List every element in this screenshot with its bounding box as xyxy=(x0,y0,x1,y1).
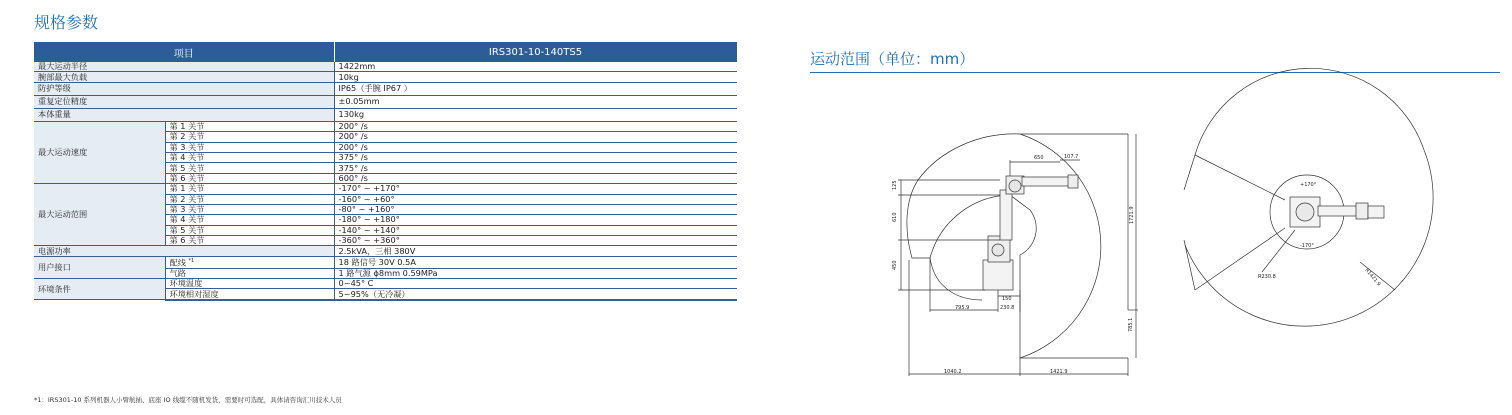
joint-label: 第 3 关节 xyxy=(165,142,334,152)
joint-value: -140° ~ +140° xyxy=(334,225,737,235)
dim-150: 150 xyxy=(1002,296,1012,302)
joint-value: 600° /s xyxy=(334,173,737,183)
joint-label: 第 2 关节 xyxy=(165,132,334,142)
joint-value: -80° ~ +160° xyxy=(334,204,737,214)
joint-value: -180° ~ +180° xyxy=(334,215,737,225)
dim-r1421: R1421.9 xyxy=(1363,267,1382,288)
dim-125: 125 xyxy=(892,180,898,190)
group-label: 用户接口 xyxy=(34,256,165,278)
row-label: 本体重量 xyxy=(34,108,334,121)
temp-value: 0~45° C xyxy=(334,278,737,288)
dim-107: 107.7 xyxy=(1064,154,1079,160)
row-label: 最大运动半径 xyxy=(34,62,334,72)
wiring-label-text: 配线 xyxy=(169,257,186,268)
joint-value: -170° ~ +170° xyxy=(334,184,737,194)
top-view-drawing xyxy=(1184,68,1433,326)
side-view-drawing xyxy=(898,134,1138,376)
footnote: *1：IRS301-10 系列机器人小臂航插、底座 IO 线缆不随机发货，需要时可选配，具体请咨询汇川技术人员 xyxy=(34,396,342,404)
joint-label: 第 1 关节 xyxy=(165,184,334,194)
group-label: 最大运动范围 xyxy=(34,184,165,246)
header-item: 项目 xyxy=(34,42,334,62)
joint-value: 375° /s xyxy=(334,163,737,173)
wiring-note: *1 xyxy=(188,257,195,264)
row-value: ±0.05mm xyxy=(334,95,737,108)
group-label: 最大运动速度 xyxy=(34,121,165,183)
joint-value: 200° /s xyxy=(334,121,737,131)
dim-450: 450 xyxy=(892,260,898,270)
joint-label: 第 4 关节 xyxy=(165,152,334,162)
joint-label: 第 4 关节 xyxy=(165,215,334,225)
group-label: 环境条件 xyxy=(34,278,165,299)
dim-1721: 1721.9 xyxy=(1129,206,1135,224)
motion-title: 运动范围（单位：mm） xyxy=(810,50,975,68)
row-value: IP65（手腕 IP67 ） xyxy=(334,82,737,95)
dim-785: 785.1 xyxy=(1128,317,1134,332)
wiring-value: 18 路信号 30V 0.5A xyxy=(334,256,737,268)
dim-795: 795.9 xyxy=(955,305,970,311)
joint-label: 第 6 关节 xyxy=(165,236,334,246)
row-label: 重复定位精度 xyxy=(34,95,334,108)
joint-label: 第 6 关节 xyxy=(165,173,334,183)
dim-minus170: -170° xyxy=(1300,243,1314,249)
spec-title: 规格参数 xyxy=(34,13,99,32)
dim-610: 610 xyxy=(892,212,898,222)
row-label: 电源功率 xyxy=(34,246,334,256)
air-label: 气路 xyxy=(165,268,334,278)
dim-1040: 1040.2 xyxy=(944,369,962,375)
joint-value: 200° /s xyxy=(334,142,737,152)
air-value: 1 路气源 ϕ8mm 0.59MPa xyxy=(334,268,737,278)
joint-label: 第 5 关节 xyxy=(165,163,334,173)
row-value: 2.5kVA，三相 380V xyxy=(334,246,737,256)
joint-value: -360° ~ +360° xyxy=(334,236,737,246)
row-label: 腕部最大负载 xyxy=(34,72,334,82)
joint-label: 第 3 关节 xyxy=(165,204,334,214)
temp-label: 环境温度 xyxy=(165,278,334,288)
joint-label: 第 2 关节 xyxy=(165,194,334,204)
joint-value: -160° ~ +60° xyxy=(334,194,737,204)
row-label: 防护等级 xyxy=(34,82,334,95)
joint-value: 375° /s xyxy=(334,152,737,162)
dim-r230: R230.8 xyxy=(1258,274,1276,280)
dim-650: 650 xyxy=(1034,155,1044,161)
humidity-value: 5~95%（无冷凝） xyxy=(334,289,737,300)
row-value: 130kg xyxy=(334,108,737,121)
dim-1421: 1421.9 xyxy=(1050,369,1068,375)
humidity-label: 环境相对湿度 xyxy=(165,289,334,300)
joint-label: 第 5 关节 xyxy=(165,225,334,235)
row-value: 1422mm xyxy=(334,62,737,72)
joint-value: 200° /s xyxy=(334,132,737,142)
header-model: IRS301-10-140TS5 xyxy=(334,42,737,62)
joint-label: 第 1 关节 xyxy=(165,121,334,131)
row-value: 10kg xyxy=(334,72,737,82)
dim-plus170: +170° xyxy=(1300,182,1317,188)
dim-230: 230.8 xyxy=(1000,305,1015,311)
